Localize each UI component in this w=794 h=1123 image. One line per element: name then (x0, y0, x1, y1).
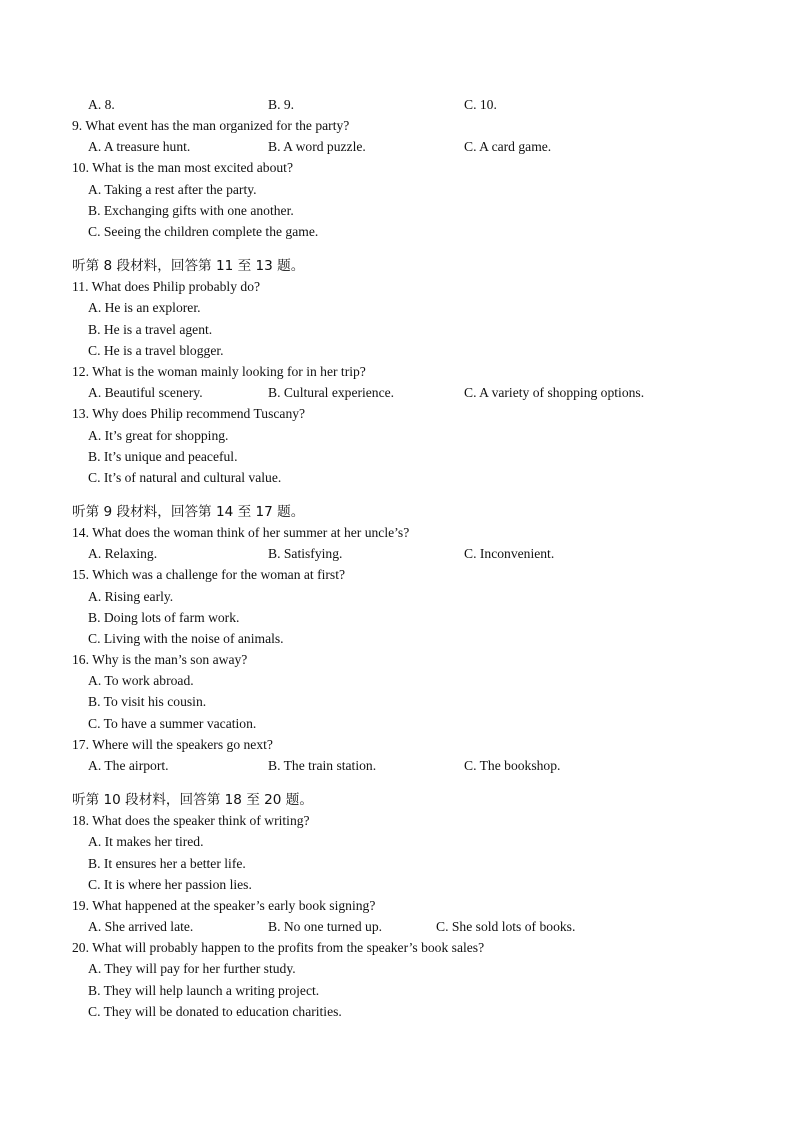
q15-option-a-row (0, 587, 794, 607)
q18-text: 18. What does the speaker think of writing? (72, 813, 310, 828)
q15-option-c: C. Living with the noise of animals. (88, 631, 284, 646)
q14-options-row (0, 544, 794, 564)
q11-option-c-row (0, 341, 794, 361)
q8-option-a: A. 8. (88, 97, 115, 112)
q20-option-a: A. They will pay for her further study. (88, 961, 296, 976)
q19-option-a: A. She arrived late. (88, 919, 194, 934)
q17-option-b: B. The train station. (268, 758, 377, 773)
q18-option-b: B. It ensures her a better life. (88, 856, 246, 871)
q18-option-c: C. It is where her passion lies. (88, 877, 252, 892)
q11-text: 11. What does Philip probably do? (72, 279, 261, 294)
q18-option-a: A. It makes her tired. (88, 834, 204, 849)
q19-text: 19. What happened at the speaker’s early book signing? (72, 898, 376, 913)
q10-option-c: C. Seeing the children complete the game. (88, 224, 319, 239)
q15-text: 15. Which was a challenge for the woman at first? (72, 567, 346, 582)
q13-text: 13. Why does Philip recommend Tuscany? (72, 406, 306, 421)
q9-option-a: A. A treasure hunt. (88, 139, 191, 154)
q16-option-c-row (0, 714, 794, 734)
q20-option-a-row (0, 959, 794, 979)
q16-text: 16. Why is the man’s son away? (72, 652, 248, 667)
q10-option-a: A. Taking a rest after the party. (88, 182, 257, 197)
q16-option-a: A. To work abroad. (88, 673, 194, 688)
q17-text: 17. Where will the speakers go next? (72, 737, 273, 752)
q18-option-c-row (0, 875, 794, 895)
q15-option-a: A. Rising early. (88, 589, 174, 604)
q12-text: 12. What is the woman mainly looking for in her trip? (72, 364, 366, 379)
section-9-heading: 听第 9 段材料，回答第 14 至 17 题。 (72, 504, 305, 520)
q10-option-b-row (0, 201, 794, 221)
q12-option-b: B. Cultural experience. (268, 385, 395, 400)
q19-option-b: B. No one turned up. (268, 919, 383, 934)
q18-option-a-row (0, 832, 794, 852)
q20-option-b: B. They will help launch a writing project. (88, 983, 320, 998)
q14-option-a: A. Relaxing. (88, 546, 158, 561)
q17-option-c: C. The bookshop. (464, 758, 561, 773)
q10-option-a-row (0, 180, 794, 200)
q10-option-c-row (0, 222, 794, 242)
q11-option-a-row (0, 298, 794, 318)
q10-text: 10. What is the man most excited about? (72, 160, 293, 175)
q14-option-b: B. Satisfying. (268, 546, 343, 561)
q20-option-b-row (0, 981, 794, 1001)
q14-option-c: C. Inconvenient. (464, 546, 555, 561)
q9-text: 9. What event has the man organized for the party? (72, 118, 350, 133)
q11-option-a: A. He is an explorer. (88, 300, 201, 315)
q16-option-c: C. To have a summer vacation. (88, 716, 257, 731)
q18-option-b-row (0, 854, 794, 874)
q16-option-b-row (0, 692, 794, 712)
q13-option-a: A. It’s great for shopping. (88, 428, 229, 443)
q12-options-row (0, 383, 794, 403)
q17-options-row (0, 756, 794, 776)
q11-option-b-row (0, 320, 794, 340)
section-10-heading: 听第 10 段材料，回答第 18 至 20 题。 (72, 792, 313, 808)
q11-option-b: B. He is a travel agent. (88, 322, 213, 337)
q12-option-c: C. A variety of shopping options. (464, 385, 645, 400)
q13-option-b-row (0, 447, 794, 467)
q16-option-b: B. To visit his cousin. (88, 694, 207, 709)
q19-options-row (0, 917, 794, 937)
q12-option-a: A. Beautiful scenery. (88, 385, 203, 400)
q8-options-row (0, 95, 794, 115)
q15-option-b-row (0, 608, 794, 628)
q11-option-c: C. He is a travel blogger. (88, 343, 224, 358)
q17-option-a: A. The airport. (88, 758, 169, 773)
q15-option-c-row (0, 629, 794, 649)
q20-option-c: C. They will be donated to education charities. (88, 1004, 342, 1019)
q10-option-b: B. Exchanging gifts with one another. (88, 203, 294, 218)
q13-option-c: C. It’s of natural and cultural value. (88, 470, 282, 485)
q9-option-b: B. A word puzzle. (268, 139, 366, 154)
q15-option-b: B. Doing lots of farm work. (88, 610, 240, 625)
q13-option-c-row (0, 468, 794, 488)
q9-options-row (0, 137, 794, 157)
q14-text: 14. What does the woman think of her summer at her uncle’s? (72, 525, 410, 540)
q20-option-c-row (0, 1002, 794, 1022)
q9-option-c: C. A card game. (464, 139, 552, 154)
section-8-heading: 听第 8 段材料，回答第 11 至 13 题。 (72, 258, 305, 274)
q13-option-a-row (0, 426, 794, 446)
q20-text: 20. What will probably happen to the profits from the speaker’s book sales? (72, 940, 485, 955)
q8-option-b: B. 9. (268, 97, 295, 112)
q16-option-a-row (0, 671, 794, 691)
q19-option-c: C. She sold lots of books. (436, 919, 576, 934)
q13-option-b: B. It’s unique and peaceful. (88, 449, 238, 464)
q8-option-c: C. 10. (464, 97, 497, 112)
